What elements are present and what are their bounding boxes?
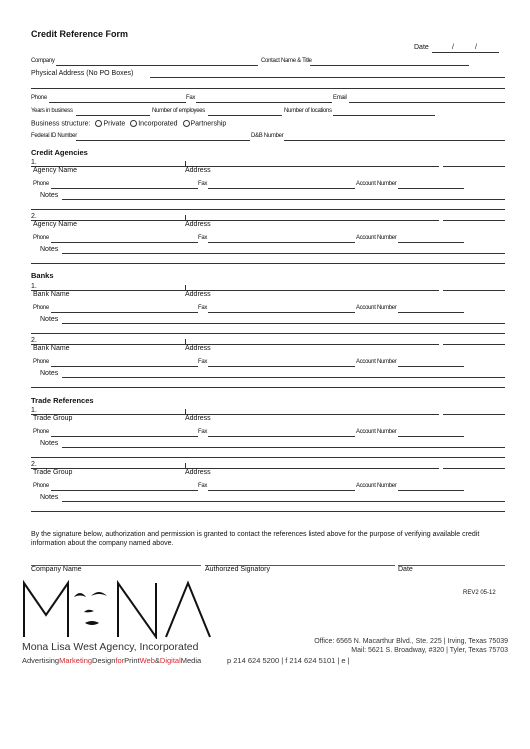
service-web: Web — [139, 656, 155, 665]
service-media: Media — [180, 656, 202, 665]
trade-2-notes-field[interactable] — [62, 501, 505, 502]
bank-1-name-field[interactable] — [31, 290, 439, 291]
incorporated-label: Incorporated — [138, 120, 178, 128]
credit-2-phone-label: Phone — [33, 235, 49, 241]
address-field-2[interactable] — [31, 88, 505, 89]
credit-2-notes-field-2[interactable] — [31, 263, 505, 264]
trade-2-phone-label: Phone — [33, 483, 49, 489]
private-label: Private — [103, 120, 126, 128]
bank-2-divider — [185, 339, 186, 344]
credit-1-name-label: Agency Name — [33, 167, 77, 174]
trade-2-account-field[interactable] — [398, 490, 464, 491]
credit-2-address-label: Address — [185, 221, 211, 228]
credit-2-phone-field[interactable] — [51, 242, 198, 243]
bank-2-account-field[interactable] — [398, 366, 464, 367]
bank-entry-2-number: 2. — [31, 337, 37, 344]
bank-1-account-label: Account Number — [356, 305, 397, 311]
credit-entry-1-number: 1. — [31, 159, 37, 166]
trade-2-divider — [185, 463, 186, 468]
credit-1-notes-label: Notes — [40, 192, 59, 199]
contact-label: Contact Name & Title — [261, 58, 312, 64]
mail-address: Mail: 5621 S. Broadway, #320 | Tyler, Texas 75703 — [351, 647, 508, 654]
bank-entry-1-number: 1. — [31, 283, 37, 290]
trade-1-notes-label: Notes — [40, 440, 59, 447]
employees-field[interactable] — [208, 115, 282, 116]
credit-2-name-field[interactable] — [31, 220, 439, 221]
employees-label: Number of employees — [152, 108, 205, 114]
bank-1-notes-label: Notes — [40, 316, 59, 323]
date-field[interactable] — [432, 52, 499, 53]
services-line — [22, 656, 201, 665]
email-field[interactable] — [349, 102, 505, 103]
bank-1-phone-label: Phone — [33, 305, 49, 311]
address-field[interactable] — [150, 77, 505, 78]
bank-2-address-label: Address — [185, 345, 211, 352]
trade-1-notes-field-2[interactable] — [31, 457, 505, 458]
bank-2-phone-label: Phone — [33, 359, 49, 365]
trade-1-divider — [185, 409, 186, 414]
locations-field[interactable] — [333, 115, 435, 116]
credit-2-extra-field[interactable] — [443, 220, 505, 221]
credit-2-fax-label: Fax — [198, 235, 208, 241]
company-logo — [22, 579, 214, 639]
credit-agencies-heading: Credit Agencies — [31, 148, 88, 157]
bank-2-notes-label: Notes — [40, 370, 59, 377]
office-address: Office: 6565 N. Macarthur Blvd., Ste. 225 | Irving, Texas 75039 — [314, 638, 508, 645]
credit-1-account-label: Account Number — [356, 181, 397, 187]
bank-2-account-label: Account Number — [356, 359, 397, 365]
bank-2-fax-field[interactable] — [208, 366, 355, 367]
credit-1-notes-field[interactable] — [62, 199, 505, 200]
credit-1-address-label: Address — [185, 167, 211, 174]
authorization-text: By the signature below, authorization and permission is granted to contact the references listed above for the purpose of verifying available credit information about the company named above. — [31, 531, 480, 547]
trade-2-fax-field[interactable] — [208, 490, 355, 491]
trade-2-notes-field-2[interactable] — [31, 511, 505, 512]
service-advertising: Advertising — [22, 656, 60, 665]
date-label: Date — [414, 44, 429, 51]
fax-field[interactable] — [196, 102, 332, 103]
trade-2-account-label: Account Number — [356, 483, 397, 489]
form-title: Credit Reference Form — [31, 29, 129, 39]
service-print: Print — [124, 656, 140, 665]
revision-label: REV2 05-12 — [463, 590, 496, 596]
partnership-label: Partnership — [190, 120, 227, 128]
service-marketing: Marketing — [59, 656, 93, 665]
structure-label: Business structure: — [31, 120, 91, 128]
credit-2-divider — [185, 215, 186, 220]
contact-phones: p 214 624 5200 | f 214 624 5101 | e | — [227, 656, 350, 665]
dnb-field[interactable] — [284, 140, 505, 141]
bank-1-fax-label: Fax — [198, 305, 208, 311]
credit-2-account-label: Account Number — [356, 235, 397, 241]
mona-logo-icon — [22, 579, 214, 639]
federal-id-field[interactable] — [76, 140, 250, 141]
date-separator-1: / — [452, 44, 454, 51]
incorporated-radio[interactable] — [130, 120, 137, 127]
date-signature-line[interactable] — [398, 565, 505, 566]
trade-1-account-field[interactable] — [398, 436, 464, 437]
credit-2-fax-field[interactable] — [208, 242, 355, 243]
date-separator-2: / — [475, 44, 477, 51]
credit-2-name-label: Agency Name — [33, 221, 77, 228]
trade-references-heading: Trade References — [31, 396, 94, 405]
trade-2-address-label: Address — [185, 469, 211, 476]
trade-2-name-field[interactable] — [31, 468, 439, 469]
signature-date-label: Date — [398, 566, 413, 573]
credit-1-notes-field-2[interactable] — [31, 209, 505, 210]
years-field[interactable] — [76, 115, 150, 116]
bank-1-extra-field[interactable] — [443, 290, 505, 291]
bank-1-notes-field[interactable] — [62, 323, 505, 324]
trade-1-phone-label: Phone — [33, 429, 49, 435]
credit-1-extra-field[interactable] — [443, 166, 505, 167]
bank-1-name-label: Bank Name — [33, 291, 70, 298]
trade-2-extra-field[interactable] — [443, 468, 505, 469]
trade-1-name-label: Trade Group — [33, 415, 73, 422]
bank-2-name-label: Bank Name — [33, 345, 70, 352]
bank-1-address-label: Address — [185, 291, 211, 298]
trade-1-fax-field[interactable] — [208, 436, 355, 437]
trade-1-name-field[interactable] — [31, 414, 439, 415]
years-label: Years in business — [31, 108, 73, 114]
dnb-label: D&B Number — [251, 133, 284, 139]
trade-entry-2-number: 2. — [31, 461, 37, 468]
phone-field[interactable] — [49, 102, 186, 103]
business-structure — [31, 120, 226, 127]
trade-entry-1-number: 1. — [31, 407, 37, 414]
federal-id-label: Federal ID Number — [31, 133, 77, 139]
credit-2-notes-label: Notes — [40, 246, 59, 253]
trade-1-extra-field[interactable] — [443, 414, 505, 415]
trade-1-fax-label: Fax — [198, 429, 208, 435]
private-radio[interactable] — [95, 120, 102, 127]
locations-label: Number of locations — [284, 108, 332, 114]
company-label: Company — [31, 58, 55, 64]
credit-1-phone-field[interactable] — [51, 188, 198, 189]
trade-2-phone-field[interactable] — [51, 490, 198, 491]
bank-2-name-field[interactable] — [31, 344, 439, 345]
credit-1-phone-label: Phone — [33, 181, 49, 187]
bank-2-notes-field-2[interactable] — [31, 387, 505, 388]
authorized-signatory-label: Authorized Signatory — [205, 566, 270, 573]
bank-2-extra-field[interactable] — [443, 344, 505, 345]
bank-1-phone-field[interactable] — [51, 312, 198, 313]
credit-1-fax-field[interactable] — [208, 188, 355, 189]
bank-2-phone-field[interactable] — [51, 366, 198, 367]
trade-2-name-label: Trade Group — [33, 469, 73, 476]
trade-1-address-label: Address — [185, 415, 211, 422]
credit-1-account-field[interactable] — [398, 188, 464, 189]
credit-2-notes-field[interactable] — [62, 253, 505, 254]
service-digital: Digital — [159, 656, 181, 665]
trade-1-phone-field[interactable] — [51, 436, 198, 437]
phone-label: Phone — [31, 95, 47, 101]
bank-1-divider — [185, 285, 186, 290]
banks-heading: Banks — [31, 271, 54, 280]
agency-name: Mona Lisa West Agency, Incorporated — [22, 641, 199, 653]
fax-label: Fax — [186, 95, 196, 101]
trade-1-notes-field[interactable] — [62, 447, 505, 448]
email-label: Email — [333, 95, 347, 101]
credit-entry-2-number: 2. — [31, 213, 37, 220]
trade-2-notes-label: Notes — [40, 494, 59, 501]
bank-2-notes-field[interactable] — [62, 377, 505, 378]
credit-2-account-field[interactable] — [398, 242, 464, 243]
bank-1-notes-field-2[interactable] — [31, 333, 505, 334]
trade-1-account-label: Account Number — [356, 429, 397, 435]
bank-1-fax-field[interactable] — [208, 312, 355, 313]
service-for: for — [115, 656, 125, 665]
contact-field[interactable] — [310, 65, 469, 66]
partnership-radio[interactable] — [183, 120, 190, 127]
company-name-sig-label: Company Name — [31, 566, 82, 573]
credit-1-fax-label: Fax — [198, 181, 208, 187]
credit-1-divider — [185, 161, 186, 166]
company-field[interactable] — [56, 65, 258, 66]
service-design: Design — [92, 656, 116, 665]
credit-1-name-field[interactable] — [31, 166, 439, 167]
service-amp: & — [154, 656, 160, 665]
address-label: Physical Address (No PO Boxes) — [31, 70, 134, 77]
trade-2-fax-label: Fax — [198, 483, 208, 489]
bank-2-fax-label: Fax — [198, 359, 208, 365]
bank-1-account-field[interactable] — [398, 312, 464, 313]
